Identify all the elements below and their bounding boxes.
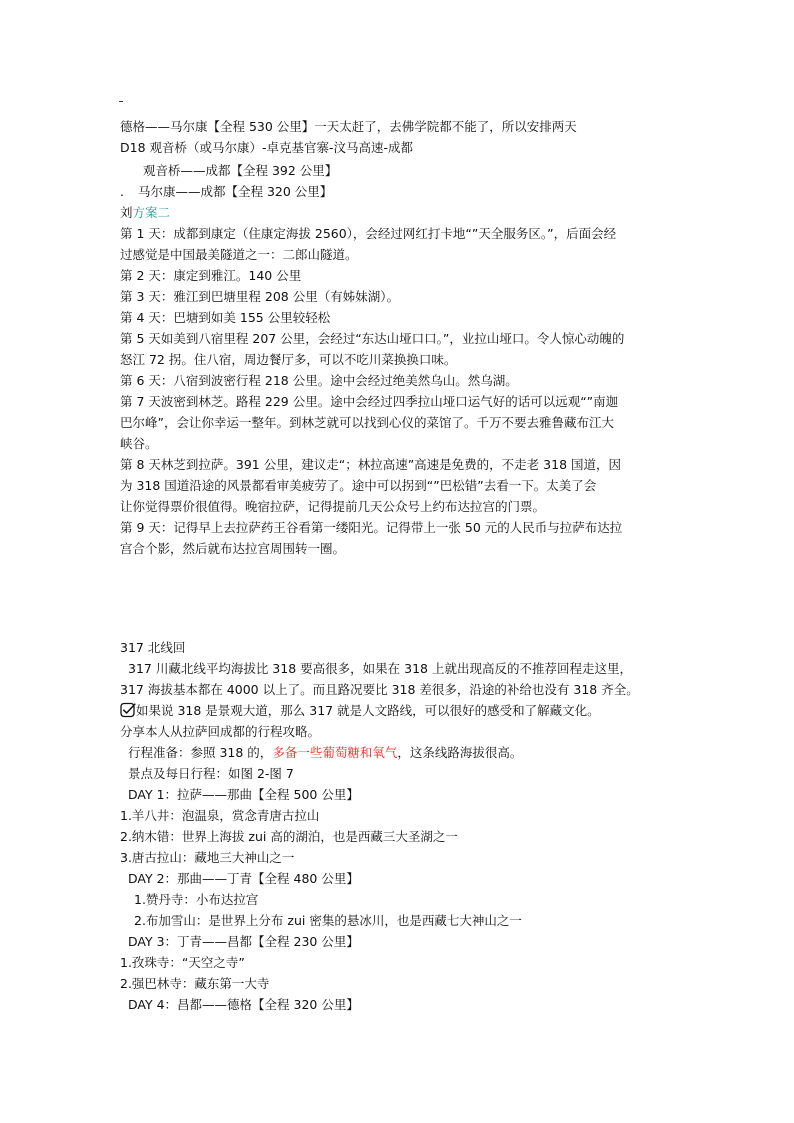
text-line: 第 2 天：康定到雅江。140 公里: [120, 268, 302, 283]
text-line: 317 海拔基本都在 4000 以上了。而且路况要比 318 差很多，沿途的补给也没有 318 齐全。: [120, 682, 639, 697]
day-heading: DAY 1：拉萨——那曲【全程 500 公里】: [128, 787, 359, 802]
list-item: 2.布加雪山：是世界上分布 zui 密集的悬冰川，也是西藏七大神山之一: [134, 913, 522, 928]
checkbox-icon: [120, 702, 136, 718]
stray-dash-mark: [119, 101, 123, 102]
text-line: 观音桥——成都【全程 392 公里】: [143, 163, 338, 178]
text-line: 德格——马尔康【全程 530 公里】一天太赶了，去佛学院都不能了，所以安排两天: [120, 119, 577, 134]
text-line: 如果说 318 是景观大道，那么 317 就是人文路线，可以很好的感受和了解藏文化。: [136, 703, 600, 718]
prep-text: 行程准备：参照 318 的，: [128, 745, 273, 760]
prep-highlight: 多备一些葡萄糖和氧气: [272, 745, 398, 760]
text-line: 第 7 天波密到林芝。路程 229 公里。途中会经过四季拉山垭口运气好的话可以远观“”南迦: [120, 394, 619, 409]
text-line: 怒江 72 拐。住八宿，周边餐厅多，可以不吃川菜换换口味。: [120, 352, 457, 367]
prep-text-end: ，这条线路海拔很高。: [397, 745, 523, 760]
plan-heading: [120, 202, 170, 223]
text-line: 第 1 天：成都到康定（住康定海拔 2560），会经过网红打卡地“”天全服务区。”，后面会经: [120, 226, 617, 241]
text-line: 景点及每日行程：如图 2-图 7: [128, 766, 294, 781]
text-line: 让你觉得票价很值得。晚宿拉萨，记得提前几天公众号上约布达拉宫的门票。: [120, 499, 546, 514]
list-item: 1.孜珠寺：“天空之寺”: [120, 955, 245, 970]
text-line: 第 3 天：雅江到巴塘里程 208 公里（有姊妹湖）。: [120, 289, 399, 304]
list-item: 1.羊八井：泡温泉，赏念青唐古拉山: [120, 808, 320, 823]
text-line: 巴尔峰”，会让你幸运一整年。到林芝就可以找到心仪的菜馆了。千万不要去雅鲁藏布江大: [120, 415, 614, 430]
bullet-dot: .: [120, 184, 124, 199]
day-heading: DAY 3：丁青——昌都【全程 230 公里】: [128, 934, 359, 949]
list-item: 1.赞丹寺：小布达拉宫: [134, 892, 259, 907]
text-line: 第 6 天：八宿到波密行程 218 公里。途中会经过绝美然乌山。然乌湖。: [120, 373, 518, 388]
text-line: 马尔康——成都【全程 320 公里】: [137, 184, 333, 199]
text-line: 第 4 天：巴塘到如美 155 公里较轻松: [120, 310, 331, 325]
day-heading: DAY 2：那曲——丁青【全程 480 公里】: [128, 871, 359, 886]
plan-heading-title: 方案二: [132, 205, 171, 220]
list-item: 2.纳木错：世界上海拔 zui 高的湖泊，也是西藏三大圣湖之一: [120, 829, 458, 844]
text-line: 分享本人从拉萨回成都的行程攻略。: [120, 724, 321, 739]
list-item: 3.唐古拉山：藏地三大神山之一: [120, 850, 295, 865]
prep-line: [128, 742, 522, 763]
text-line: D18 观音桥（或马尔康）-卓克基官寨-汶马高速-成都: [120, 140, 414, 155]
text-line: 过感觉是中国最美隧道之一：二郎山隧道。: [120, 247, 358, 262]
section-title: 317 北线回: [120, 640, 186, 655]
text-line: 第 8 天林芝到拉萨。391 公里，建议走“；林拉高速”高速是免费的，不走老 318 国道，因: [120, 457, 621, 472]
text-line: 第 9 天：记得早上去拉萨药王谷看第一缕阳光。记得带上一张 50 元的人民币与拉萨布达拉: [120, 520, 623, 535]
text-line: 317 川藏北线平均海拔比 318 要高很多，如果在 318 上就出现高反的不推荐回程走这里，: [128, 661, 632, 676]
plan-heading-prefix: 刘: [120, 205, 133, 220]
text-line: 第 5 天如美到八宿里程 207 公里，会经过“东达山垭口口。”，业拉山垭口。令人惊心动魄的: [120, 331, 625, 346]
text-line: 宫合个影，然后就布达拉宫周围转一圈。: [120, 541, 346, 556]
text-line: 峡谷。: [120, 436, 158, 451]
text-line: 为 318 国道沿途的风景都看审美疲劳了。途中可以拐到“”巴松错”去看一下。太美了会: [120, 478, 597, 493]
day-heading: DAY 4：昌都——德格【全程 320 公里】: [128, 997, 359, 1012]
list-item: 2.强巴林寺：藏东第一大寺: [120, 976, 270, 991]
bullet-line: [120, 181, 332, 202]
